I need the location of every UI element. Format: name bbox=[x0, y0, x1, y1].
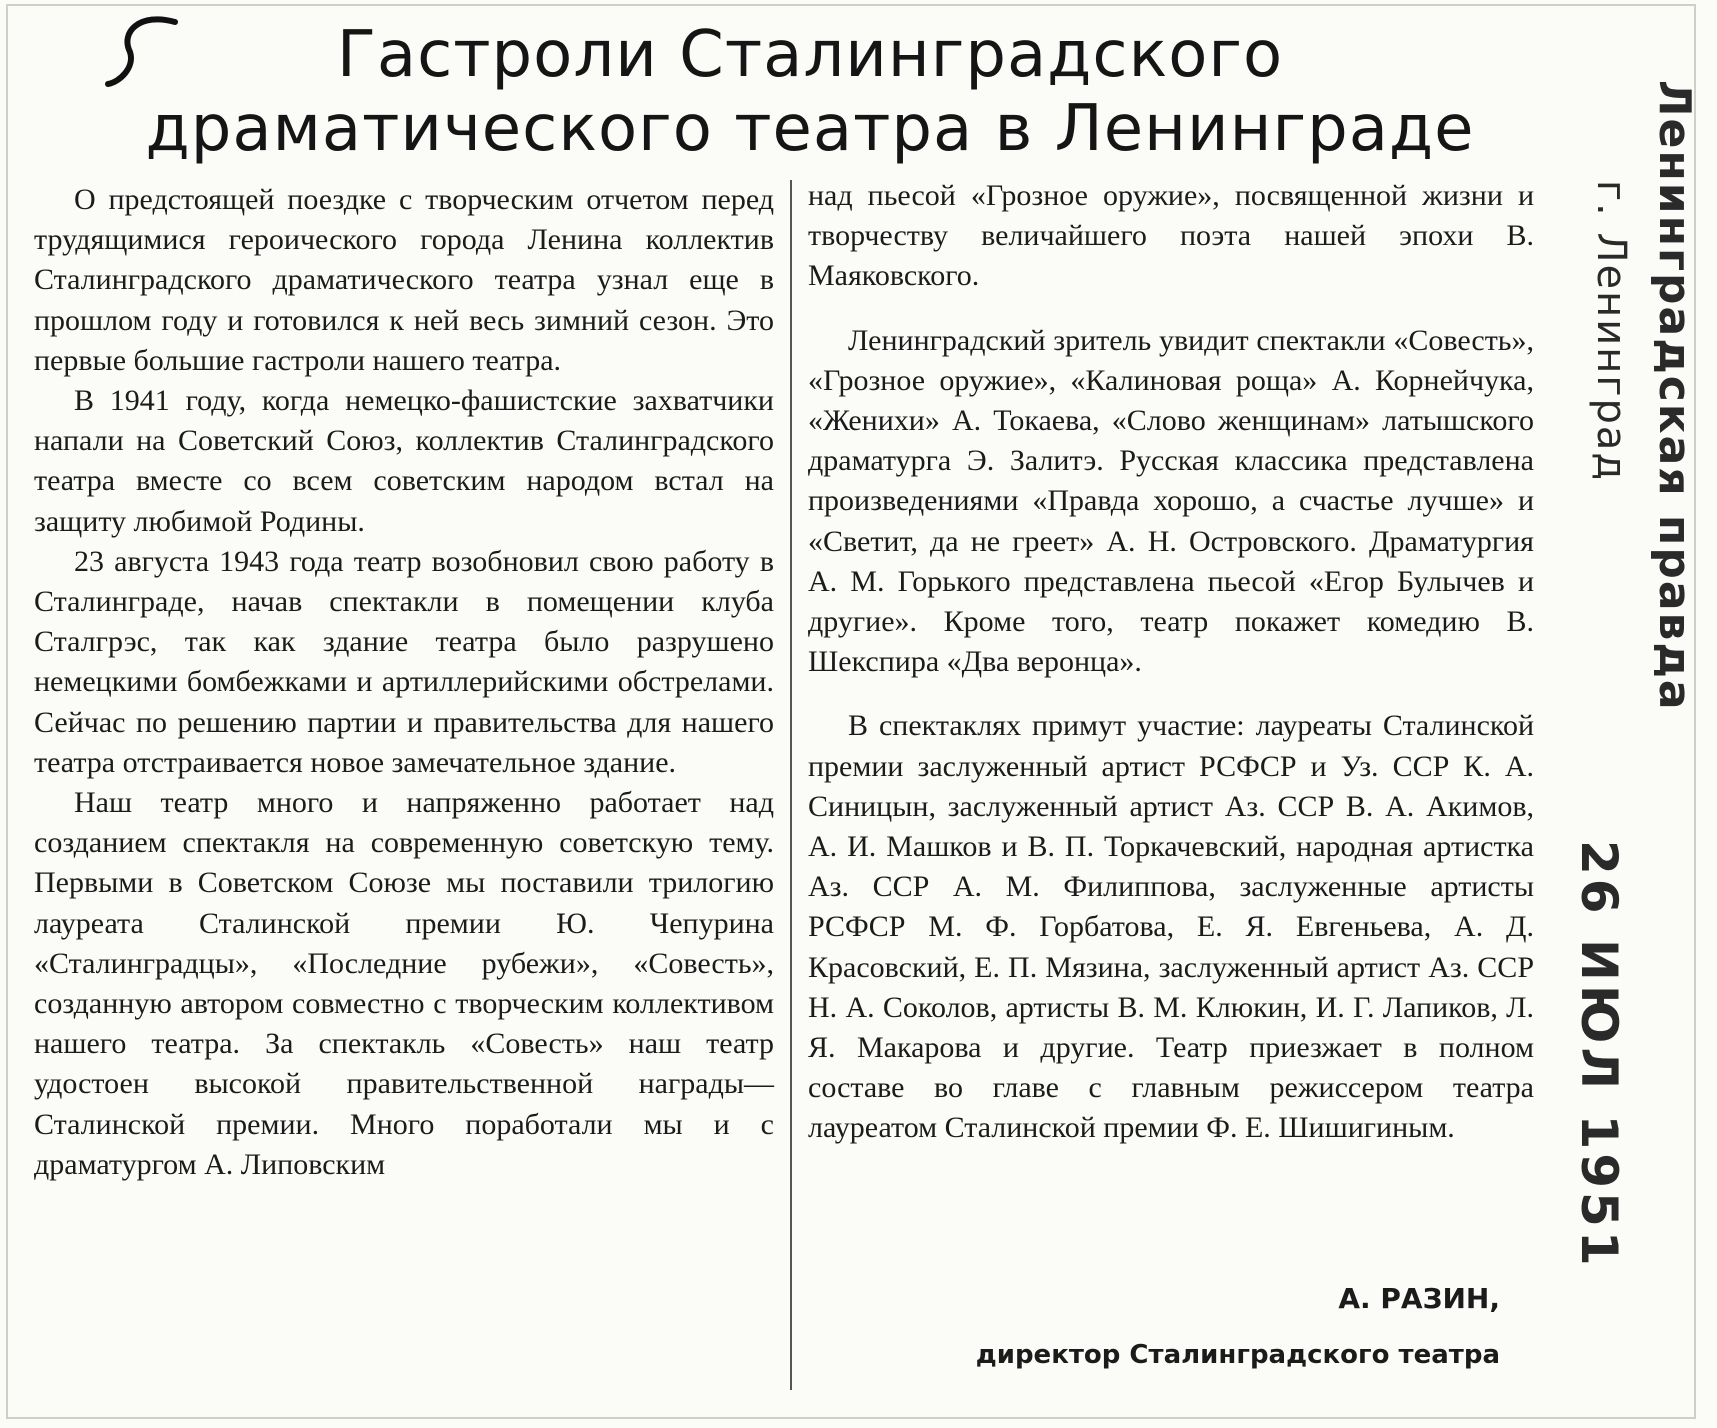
author-role: директор Сталинградского театра bbox=[975, 1340, 1500, 1370]
paragraph: Ленинградский зритель увидит спектакли «Совесть», «Грозное оружие», «Калиновая роща» А. Корнейчука, «Женихи» А. Токаева, «Слово женщинам» латышского драматурга Э. Залитэ. Русская классика представлена произведениями «Правда хорошо, а счастье лучше» и «Светит, да не греет» А. Н. Островского. Драматургия А. М. Горького представлена пьесой «Егор Булычев и другие». Кроме того, театр покажет комедию В. Шекспира «Два веронца». bbox=[808, 323, 1534, 679]
paragraph: над пьесой «Грозное оружие», посвященной жизни и творчеству величайшего поэта нашей эпохи В. Маяковского. bbox=[808, 179, 1534, 293]
paragraph: О предстоящей поездке с творческим отчетом перед трудящимися героического города Ленина коллектив Сталинградского драматического театра узнал еще в прошлом году и готовился к ней весь зимний сезон. Это первые большие гастроли нашего театра. bbox=[34, 183, 774, 377]
headline-line-2: драматического театра в Ленинграде bbox=[145, 92, 1475, 166]
stamp-newspaper: Ленинградская правда bbox=[1649, 80, 1700, 712]
right-column bbox=[808, 176, 1534, 1149]
left-column bbox=[34, 180, 774, 1185]
archive-stamp bbox=[1550, 80, 1700, 1380]
column-divider bbox=[790, 180, 792, 1390]
paragraph: В 1941 году, когда немецко-фашистские захватчики напали на Советский Союз, коллектив Сталинградского театра вместе со всем советским народом встал на защиту любимой Родины. bbox=[34, 384, 774, 538]
author-name: А. РАЗИН, bbox=[1338, 1282, 1500, 1315]
headline-line-1: Гастроли Сталинградского bbox=[336, 18, 1284, 92]
stamp-city: г. Ленинград bbox=[1588, 180, 1634, 483]
stamp-date: 26 ИЮЛ 1951 bbox=[1570, 840, 1628, 1270]
paragraph: 23 августа 1943 года театр возобновил свою работу в Сталинграде, начав спектакли в помещении клуба Сталгрэс, так как здание театра было разрушено немецкими бомбежками и артиллерийскими обстрелами. Сейчас по решению партии и правительства для нашего театра отстраивается новое замечательное здание. bbox=[34, 544, 774, 779]
paragraph: В спектаклях примут участие: лауреаты Сталинской премии заслуженный артист РСФСР и Уз. ССР К. А. Синицын, заслуженный артист Аз. ССР В. А. Акимов, А. И. Машков и В. П. Торкачевский, народная артистка Аз. ССР А. М. Филиппова, заслуженные артисты РСФСР М. Ф. Горбатова, Е. Я. Евгеньева, А. Д. Красовский, Е. П. Мязина, заслуженный артист Аз. ССР Н. А. Соколов, артисты В. М. Клюкин, И. Г. Лапиков, Л. Я. Макарова и другие. Театр приезжает в полном составе во главе с главным режиссером театра лауреатом Сталинской премии Ф. Е. Шишигиным. bbox=[808, 709, 1534, 1145]
paragraph: Наш театр много и напряженно работает над созданием спектакля на современную советскую тему. Первыми в Советском Союзе мы поставили трилогию лауреата Сталинской премии Ю. Чепурина «Сталинградцы», «Последние рубежи», «Совесть», созданную автором совместно с творческим коллективом нашего театра. За спектакль «Совесть» наш театр удостоен высокой правительственной награды—Сталинской премии. Много поработали мы и с драматургом А. Липовским bbox=[34, 786, 774, 1181]
article-headline bbox=[110, 18, 1510, 166]
